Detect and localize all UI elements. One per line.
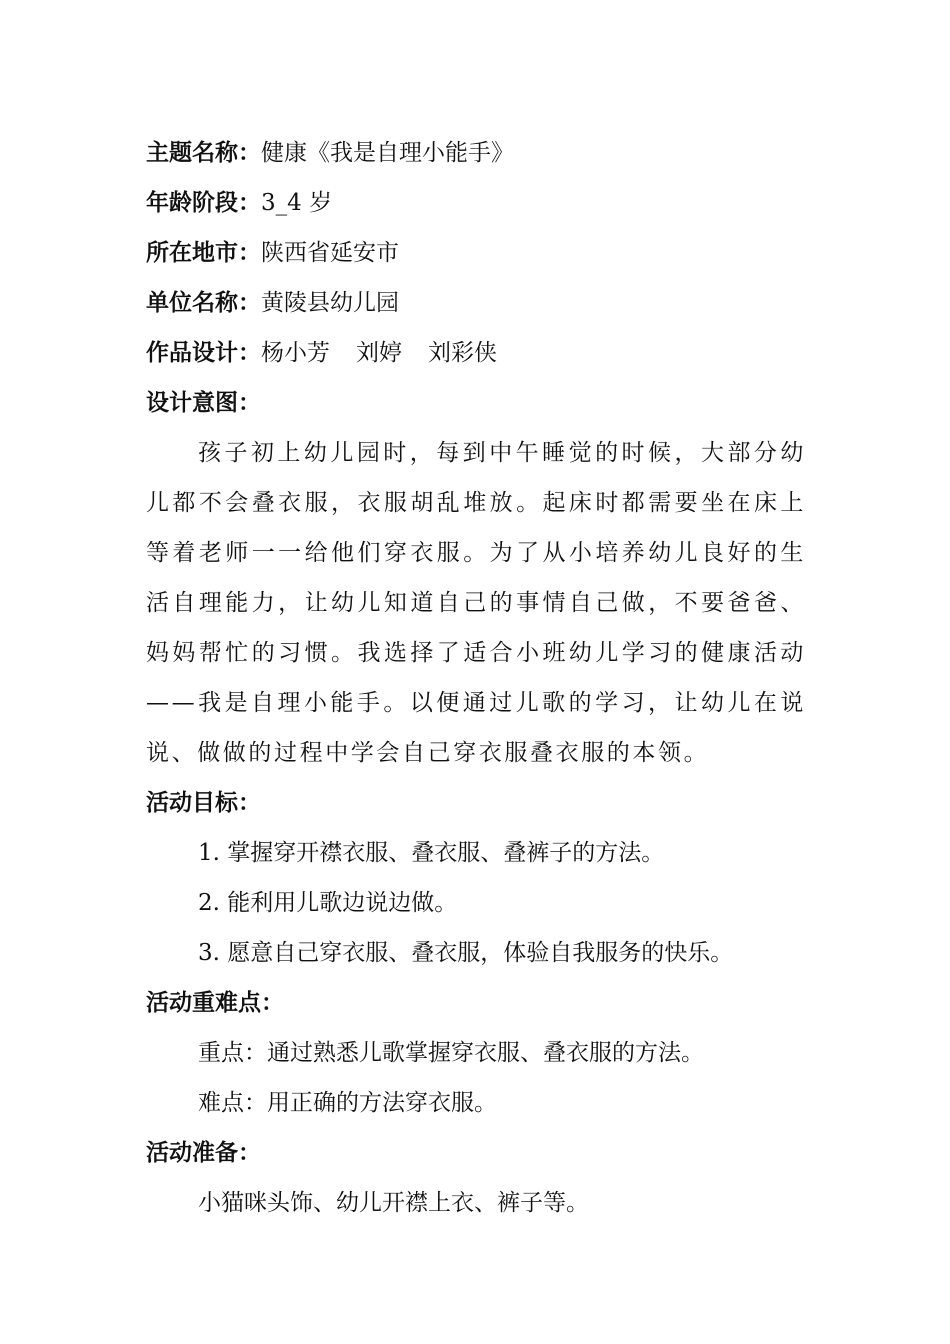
preparation-heading: 活动准备： bbox=[146, 1140, 261, 1166]
age-row bbox=[146, 178, 806, 228]
city-value: 陕西省延安市 bbox=[261, 240, 399, 266]
unit-label: 单位名称： bbox=[146, 290, 261, 316]
intent-heading: 设计意图： bbox=[146, 390, 261, 416]
designer-row bbox=[146, 328, 806, 378]
age-value: 3_4 岁 bbox=[261, 190, 333, 216]
goals-heading: 活动目标： bbox=[146, 790, 261, 816]
key-points-heading: 活动重难点： bbox=[146, 990, 284, 1016]
key-point: 重点：通过熟悉儿歌掌握穿衣服、叠衣服的方法。 bbox=[198, 1040, 704, 1066]
designer-name: 杨小芳 bbox=[261, 340, 330, 366]
preparation-text: 小猫咪头饰、幼儿开襟上衣、裤子等。 bbox=[198, 1190, 589, 1216]
goal-item: 1. 掌握穿开襟衣服、叠衣服、叠裤子的方法。 bbox=[198, 840, 665, 866]
designer-label: 作品设计： bbox=[146, 340, 261, 366]
theme-value: 健康《我是自理小能手》 bbox=[261, 140, 514, 166]
goal-item: 2. 能利用儿歌边说边做。 bbox=[198, 890, 458, 916]
intent-paragraph: 孩子初上幼儿园时，每到中午睡觉的时候，大部分幼儿都不会叠衣服，衣服胡乱堆放。起床时都需要坐在床上等着老师一一给他们穿衣服。为了从小培养幼儿良好的生活自理能力，让幼儿知道自己的事情自己做，不要爸爸、妈妈帮忙的习惯。我选择了适合小班幼儿学习的健康活动——我是自理小能手。以便通过儿歌的学习，让幼儿在说说、做做的过程中学会自己穿衣服叠衣服的本领。 bbox=[146, 440, 806, 766]
unit-row bbox=[146, 278, 806, 328]
designer-name: 刘婷 bbox=[356, 340, 402, 366]
age-label: 年龄阶段： bbox=[146, 190, 261, 216]
goal-item: 3. 愿意自己穿衣服、叠衣服，体验自我服务的快乐。 bbox=[198, 940, 734, 966]
theme-row bbox=[146, 128, 806, 178]
city-row bbox=[146, 228, 806, 278]
difficult-point: 难点：用正确的方法穿衣服。 bbox=[198, 1090, 497, 1116]
document-page bbox=[146, 128, 806, 1228]
city-label: 所在地市： bbox=[146, 240, 261, 266]
designer-name: 刘彩侠 bbox=[428, 340, 497, 366]
unit-value: 黄陵县幼儿园 bbox=[261, 290, 399, 316]
theme-label: 主题名称： bbox=[146, 140, 261, 166]
